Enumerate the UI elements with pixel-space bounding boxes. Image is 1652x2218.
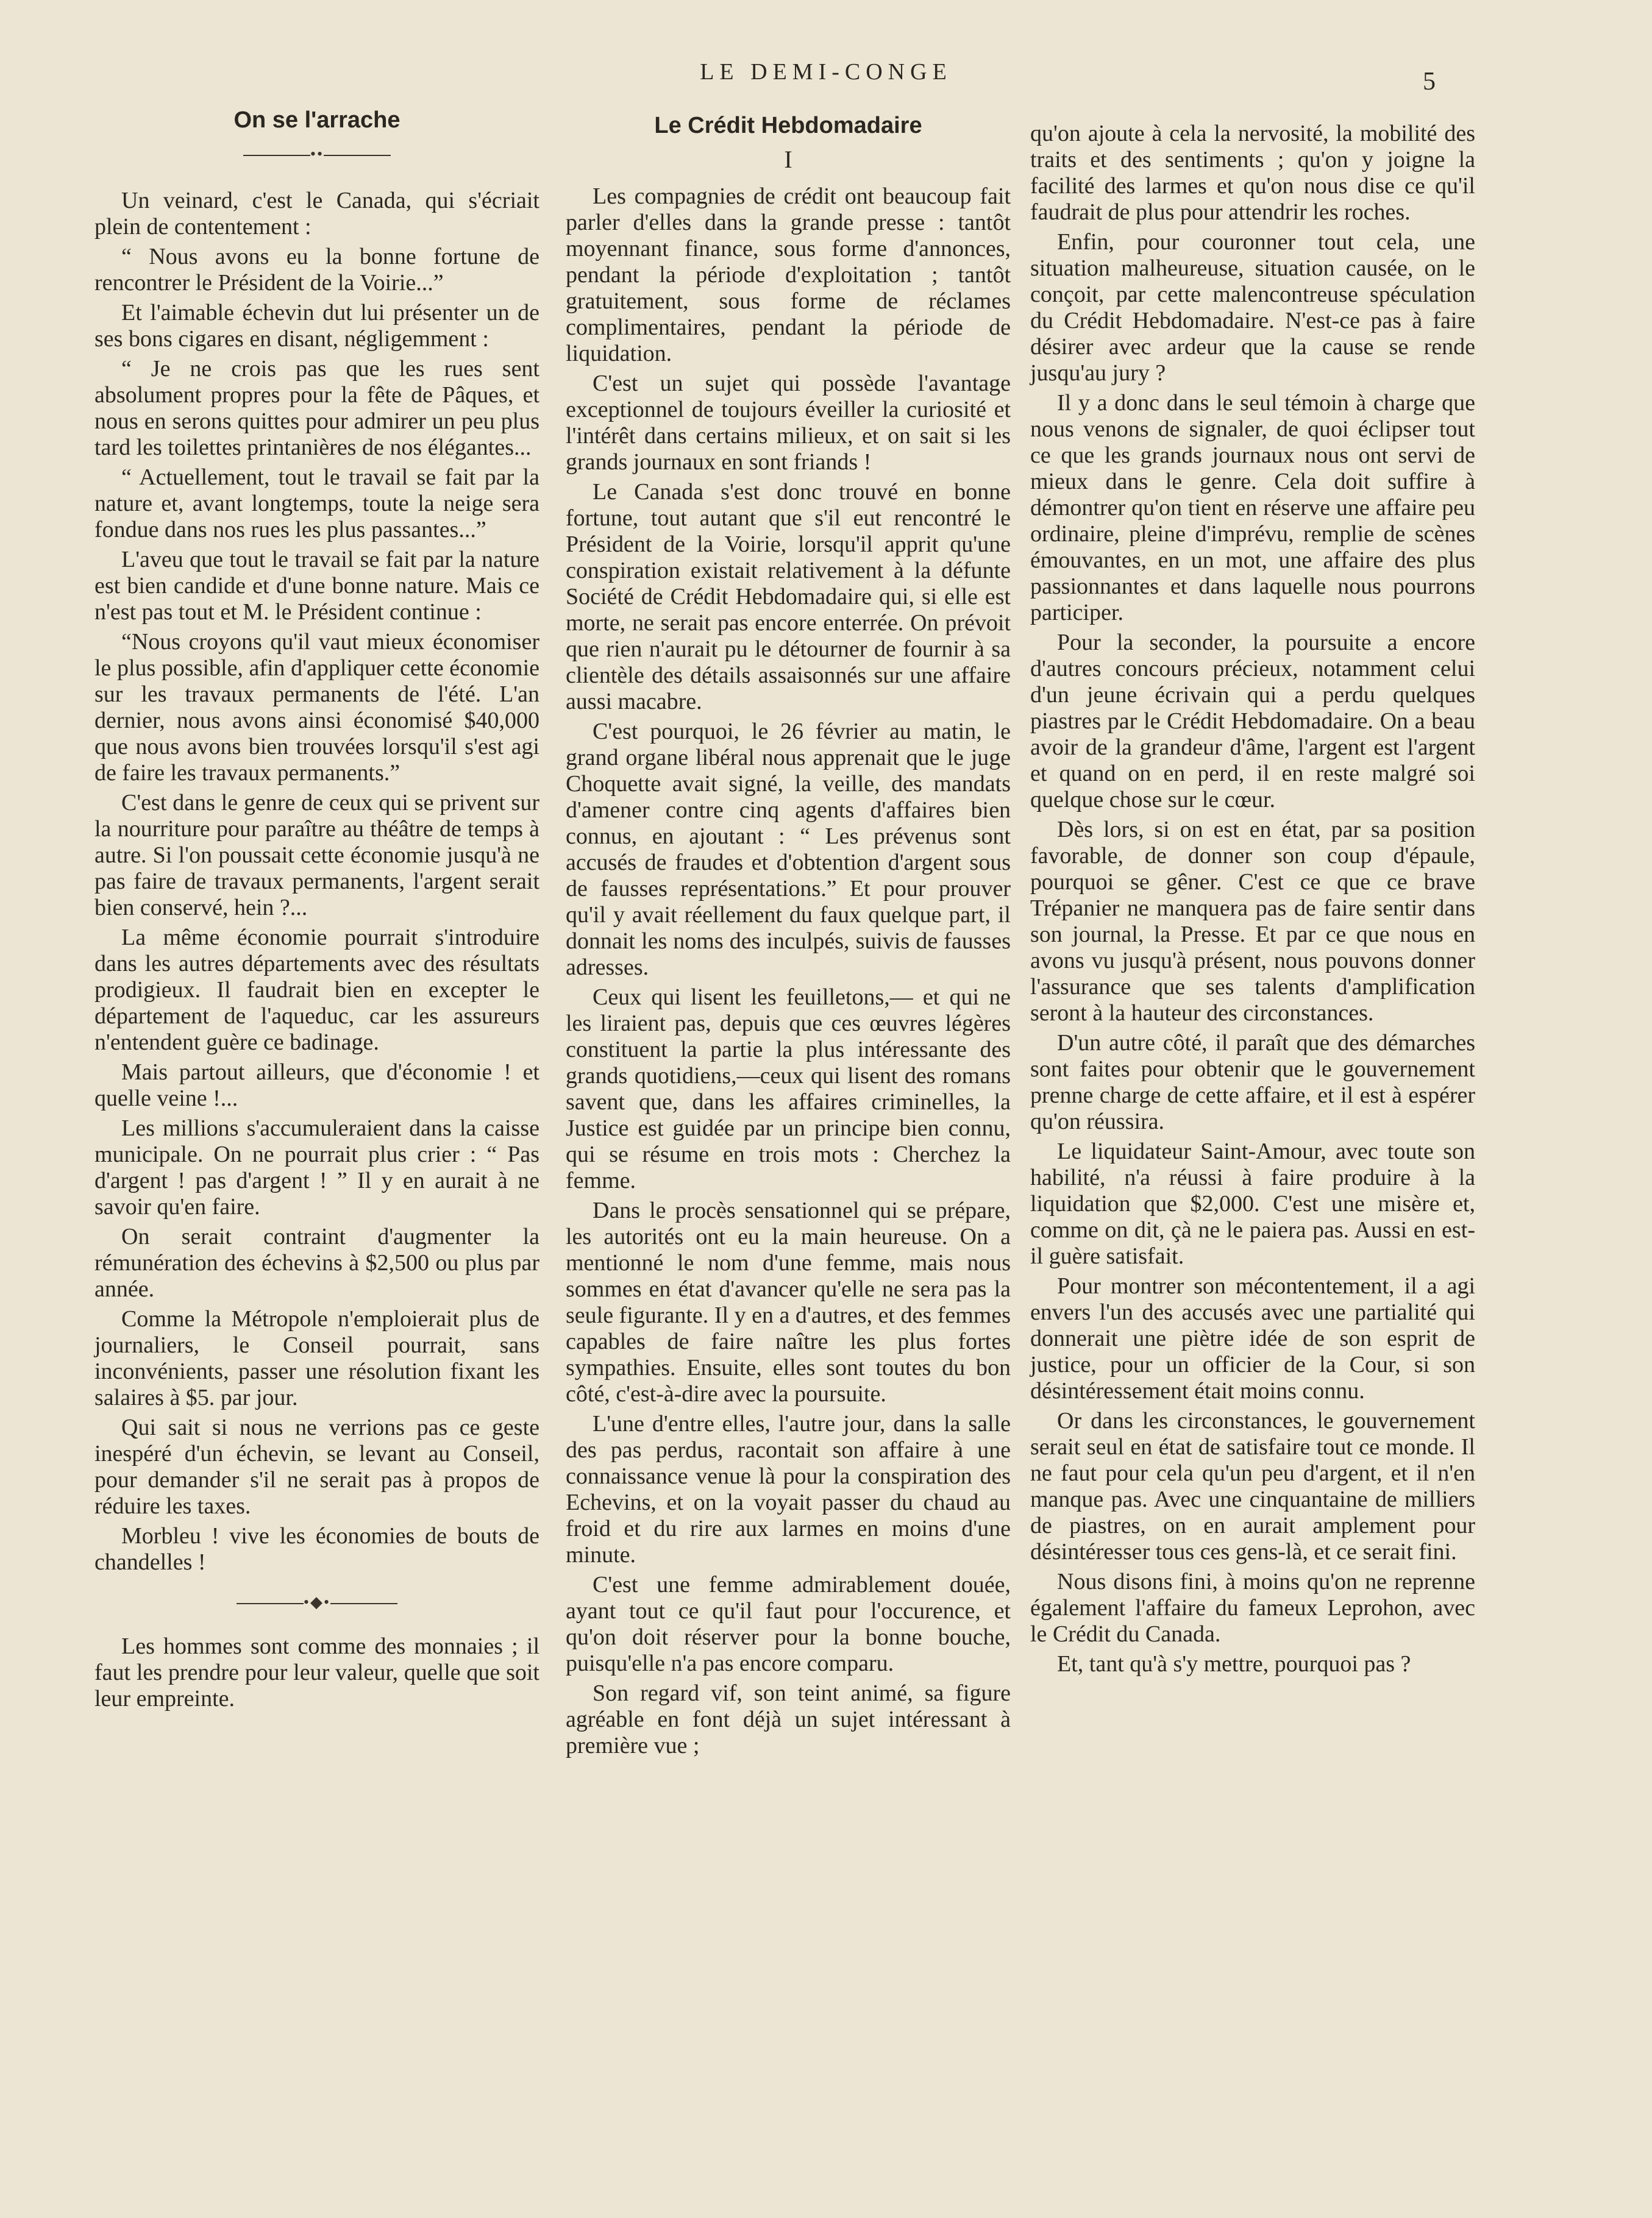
paragraph: On serait contraint d'augmenter la rémunération des échevins à $2,500 ou plus par année. bbox=[94, 1224, 539, 1302]
paragraph: “Nous croyons qu'il vaut mieux économiser le plus possible, afin d'appliquer cette économie sur les travaux permanents de l'été. L'an dernier, nous avons ainsi économisé $40,000 que nous avons bien trouvées lorsqu'il s'est agi de faire les travaux permanents.” bbox=[94, 629, 539, 786]
paragraph: Enfin, pour couronner tout cela, une situation malheureuse, situation causée, on le conçoit, par cette malencontreuse spéculation du Crédit Hebdomadaire. N'est-ce pas à faire désirer avec ardeur que la cause se rende jusqu'au jury ? bbox=[1030, 229, 1475, 386]
paragraph: Or dans les circonstances, le gouvernement serait seul en état de satisfaire tout ce monde. Il ne faut pour cela qu'un peu d'argent, et il n'en manque pas. Avec une cinquantaine de milliers de piastres, on en aurait amplement pour désintéresser tous ces gens-là, et ce serait fini. bbox=[1030, 1408, 1475, 1565]
paragraph: D'un autre côté, il paraît que des démarches sont faites pour obtenir que le gouvernement prenne charge de cette affaire, et il est à espérer qu'on réussira. bbox=[1030, 1030, 1475, 1134]
paragraph: Et l'aimable échevin dut lui présenter un de ses bons cigares en disant, négligemment : bbox=[94, 300, 539, 352]
paragraph: “ Nous avons eu la bonne fortune de rencontrer le Président de la Voirie...” bbox=[94, 244, 539, 296]
paragraph: qu'on ajoute à cela la nervosité, la mobilité des traits et des sentiments ; qu'on y joigne la facilité des larmes et qu'on nous dise ce qu'il faudrait de plus pour attendrir les roches. bbox=[1030, 121, 1475, 225]
section-numeral: I bbox=[784, 146, 792, 173]
column-3 bbox=[1030, 121, 1475, 1681]
paragraph: C'est pourquoi, le 26 février au matin, le grand organe libéral nous apprenait que le juge Choquette avait signé, la veille, des mandats d'amener contre cinq agents d'affaires bien connus, en ajoutant : “ Les prévenus sont accusés de fraudes et d'obtention d'argent sous de fausses représentations.” Et pour prouver qu'il y avait réellement du faux quelque part, il donnait les noms des inculpés, suivis de fausses adresses. bbox=[566, 719, 1011, 980]
ornament-divider: •◆• bbox=[94, 1589, 539, 1615]
paragraph: Dès lors, si on est en état, par sa position favorable, de donner son coup d'épaule, pourquoi se gêner. C'est ce que ce brave Trépanier ne manquera pas de faire sentir dans son journal, la Presse. Et par ce que nous en avons vu jusqu'à présent, nous pouvons donner l'assurance que ses talents d'amplification seront à la hauteur des circonstances. bbox=[1030, 817, 1475, 1026]
paragraph: Ceux qui lisent les feuilletons,— et qui ne les liraient pas, depuis que ces œuvres légères constituent la partie la plus intéressante des grands quotidiens,—ceux qui lisent des romans savent que, dans les affaires criminelles, la Justice est guidée par un principe bien connu, qui se résume en trois mots : Cherchez la femme. bbox=[566, 984, 1011, 1193]
paragraph: Qui sait si nous ne verrions pas ce geste inespéré d'un échevin, se levant au Conseil, pour demander s'il ne serait pas à propos de réduire les taxes. bbox=[94, 1415, 539, 1519]
paragraph: Les millions s'accumuleraient dans la caisse municipale. On ne pourrait plus crier : “ Pas d'argent ! pas d'argent ! ” Il y en aurait à ne savoir qu'en faire. bbox=[94, 1115, 539, 1220]
paragraph: Pour la seconder, la poursuite a encore d'autres concours précieux, notamment celui d'un jeune écrivain qui a perdu quelques piastres par le Crédit Hebdomadaire. On a beau avoir de la grandeur d'âme, l'argent est l'argent et quand on en perd, il en reste malgré soi quelque chose sur le cœur. bbox=[1030, 630, 1475, 812]
article-title-credit-hebdomadaire: Le Crédit Hebdomadaire bbox=[654, 113, 922, 138]
article-body-continued bbox=[1030, 121, 1475, 1677]
column-2 bbox=[566, 113, 1011, 1763]
running-title: LE DEMI-CONGE bbox=[700, 59, 952, 85]
paragraph: La même économie pourrait s'introduire dans les autres départements avec des résultats prodigieux. Il faudrait bien en excepter le département de l'aqueduc, car les assureurs n'entendent guère ce badinage. bbox=[94, 925, 539, 1055]
paragraph: Morbleu ! vive les économies de bouts de chandelles ! bbox=[94, 1523, 539, 1575]
article-title-on-se-l-arrache: On se l'arrache bbox=[233, 107, 401, 133]
article-body-on-se-l-arrache bbox=[94, 188, 539, 1576]
paragraph: Un veinard, c'est le Canada, qui s'écriait plein de contentement : bbox=[94, 188, 539, 240]
paragraph: “ Actuellement, tout le travail se fait par la nature et, avant longtemps, toute la neige sera fondue dans nos rues les plus passantes...” bbox=[94, 464, 539, 542]
paragraph: Le liquidateur Saint-Amour, avec toute son habilité, n'a réussi à faire produire à la liquidation que $2,000. C'est une misère et, comme on dit, çà ne le paiera pas. Aussi en est-il guère satisfait. bbox=[1030, 1139, 1475, 1269]
paragraph: Pour montrer son mécontentement, il a agi envers l'un des accusés avec une partialité qui donnerait une piètre idée de son esprit de justice, pour un officier de la Cour, si son désintéressement était moins connu. bbox=[1030, 1273, 1475, 1404]
paragraph: L'aveu que tout le travail se fait par la nature est bien candide et d'une bonne nature. Mais ce n'est pas tout et M. le Président continue : bbox=[94, 547, 539, 625]
column-1 bbox=[94, 107, 539, 1716]
paragraph: Mais partout ailleurs, que d'économie ! et quelle veine !... bbox=[94, 1059, 539, 1111]
page-number: 5 bbox=[1423, 68, 1436, 96]
paragraph: Dans le procès sensationnel qui se prépare, les autorités ont eu la main heureuse. On a mentionné le nom d'une femme, mais nous sommes en état d'avancer qu'elle ne sera pas la seule figurante. Il y en a d'autres, et des femmes capables de faire naître les plus fortes sympathies. Ensuite, elles sont toutes du bon côté, c'est-à-dire avec la poursuite. bbox=[566, 1198, 1011, 1407]
paragraph: C'est une femme admirablement douée, ayant tout ce qu'il faut pour l'occurence, et qu'on doit réserver pour la bonne bouche, puisqu'elle n'a pas encore comparu. bbox=[566, 1572, 1011, 1676]
paragraph: Les compagnies de crédit ont beaucoup fait parler d'elles dans la grande presse : tantôt moyennant finance, sous forme d'annonces, pendant la période d'exploitation ; tantôt gratuitement, sous forme de réclames complimentaires, pendant la période de liquidation. bbox=[566, 183, 1011, 366]
paragraph: Son regard vif, son teint animé, sa figure agréable en font déjà un sujet intéressant à première vue ; bbox=[566, 1680, 1011, 1758]
article-body-credit-hebdomadaire bbox=[566, 183, 1011, 1759]
paragraph: Nous disons fini, à moins qu'on ne reprenne également l'affaire du fameux Leprohon, avec le Crédit du Canada. bbox=[1030, 1569, 1475, 1647]
paragraph: “ Je ne crois pas que les rues sent absolument propres pour la fête de Pâques, et nous en serons quittes pour admirer un peu plus tard les toilettes printanières de nos élégantes... bbox=[94, 356, 539, 460]
paragraph: C'est dans le genre de ceux qui se privent sur la nourriture pour paraître au théâtre de temps à autre. Si l'on poussait cette économie jusqu'à ne pas faire de travaux permanents, l'argent serait bien conservé, hein ?... bbox=[94, 790, 539, 920]
paragraph: Le Canada s'est donc trouvé en bonne fortune, tout autant que s'il eut rencontré le Président de la Voirie, lorsqu'il apprit qu'une conspiration existait relativement à la défunte Société de Crédit Hebdomadaire qui, si elle est morte, ne serait pas encore enterrée. On prévoit que rien n'aurait pu le détourner de fournir à sa clientèle des détails assaisonnés sur une affaire aussi macabre. bbox=[566, 479, 1011, 714]
paragraph: Et, tant qu'à s'y mettre, pourquoi pas ? bbox=[1057, 1651, 1411, 1677]
ornament-divider: •• bbox=[94, 141, 539, 167]
paragraph: C'est un sujet qui possède l'avantage exceptionnel de toujours éveiller la curiosité et l'intérêt dans certains milieux, et on sait si les grands journaux en sont friands ! bbox=[566, 371, 1011, 475]
paragraph: Il y a donc dans le seul témoin à charge que nous venons de signaler, de quoi éclipser tout ce que les grands journaux nous ont servi de mieux dans le genre. Cela doit suffire à démontrer qu'on tient en réserve une affaire peu ordinaire, pleine d'imprévu, remplie de scènes émouvantes, en un mot, une affaire des plus passionnantes et dans laquelle nous pourrons participer. bbox=[1030, 390, 1475, 625]
paragraph: L'une d'entre elles, l'autre jour, dans la salle des pas perdus, racontait son affaire à une connaissance venue là pour la conspiration des Echevins, et on la voyait passer du chaud au froid et du rire aux larmes en moins d'une minute. bbox=[566, 1411, 1011, 1568]
paragraph: Les hommes sont comme des monnaies ; il faut les prendre pour leur valeur, quelle que soit leur empreinte. bbox=[94, 1633, 539, 1711]
maxim-text bbox=[94, 1633, 539, 1712]
paragraph: Comme la Métropole n'emploierait plus de journaliers, le Conseil pourrait, sans inconvénients, passer une résolution fixant les salaires à $5. par jour. bbox=[94, 1306, 539, 1410]
